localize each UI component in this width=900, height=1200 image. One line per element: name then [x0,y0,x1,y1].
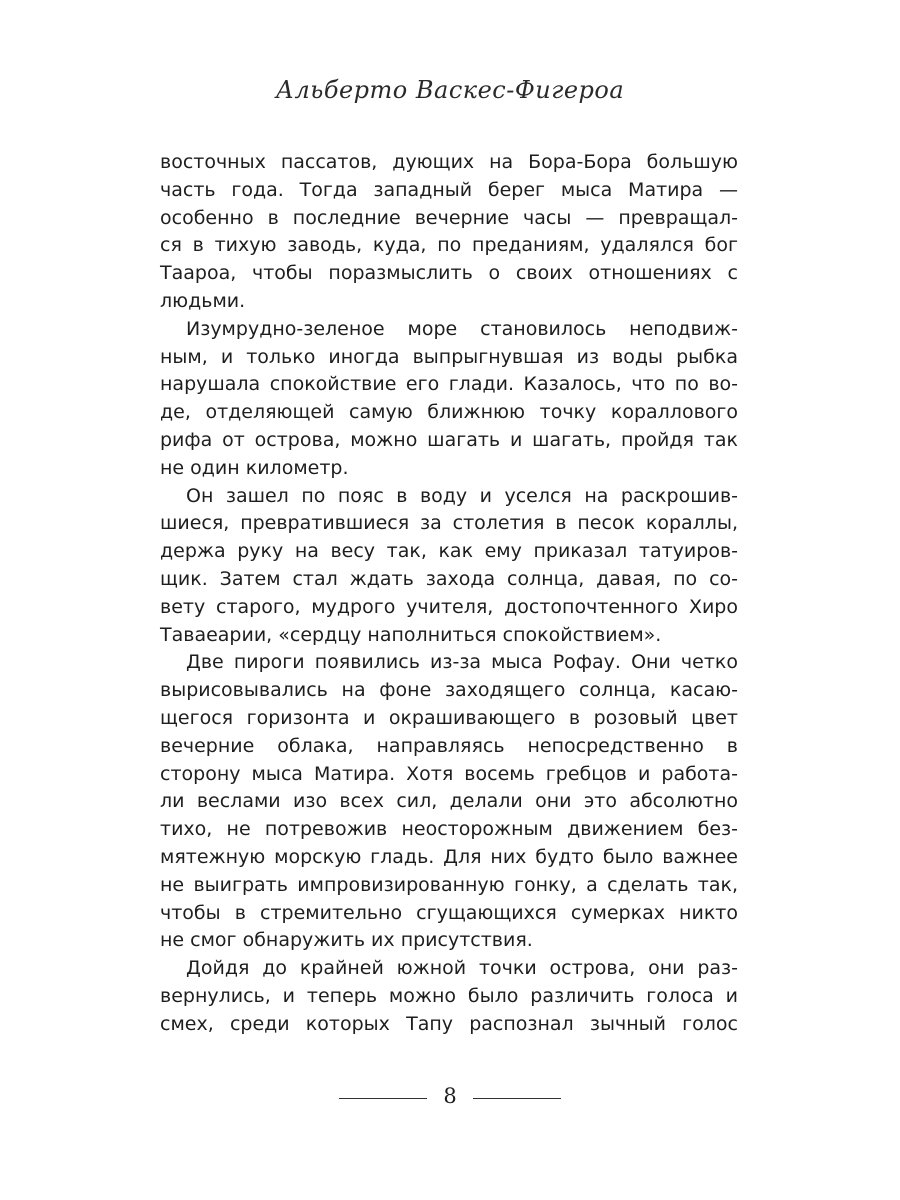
body-text [160,149,738,1039]
text-line: шиеся, превратившиеся за столетия в песок кораллы, [160,512,738,535]
text-line: не выиграть импровизированную гонку, а сделать так, [160,873,738,896]
text-line: Две пироги появились из-за мыса Рофау. Они четко [186,651,738,674]
text-line: нарушала спокойствие его глади. Казалось, что по во- [160,373,738,396]
text-line: Он зашел по пояс в воду и уселся на раскрошив- [186,484,738,507]
text-line: тихо, не потревожив неосторожным движением без- [160,818,738,841]
text-line: не смог обнаружить их присутствия. [160,929,533,952]
paragraph [160,316,738,483]
footer-rule-left [339,1098,427,1099]
text-line: вырисовывались на фоне заходящего солнца, касаю- [160,679,738,702]
text-line: чтобы в стремительно сгущающихся сумерках никто [160,901,738,924]
page-number: 8 [443,1084,457,1108]
text-line: Дойдя до крайней южной точки острова, они раз- [186,957,738,980]
text-line: восточных пассатов, дующих на Бора-Бора большую [160,151,738,173]
text-line: щегося горизонта и окрашивающего в розовый цвет [160,706,738,729]
paragraph [160,483,738,650]
text-line: вету старого, мудрого учителя, достопочтенного Хиро [160,595,738,618]
text-line: ся в тихую заводь, куда, по преданиям, удалялся бог [160,234,738,257]
text-line: Изумрудно-зеленое море становилось неподвиж- [186,317,738,340]
text-line: особенно в последние вечерние часы — превращал- [160,206,738,229]
text-line: рифа от острова, можно шагать и шагать, пройдя так [160,428,738,451]
footer-rule-right [473,1098,561,1099]
text-line: ли веслами изо всех сил, делали они это абсолютно [160,790,738,813]
page-footer [0,1086,900,1110]
paragraph [160,149,738,316]
paragraph [160,649,738,955]
text-line: Таваеарии, «сердцу наполниться спокойствием». [160,623,662,646]
text-line: смех, среди которых Тапу распознал зычный голос [160,1012,738,1035]
text-line: мятежную морскую гладь. Для них будто было важнее [160,845,738,868]
text-line: вечерние облака, направляясь непосредственно в [160,734,738,757]
text-line: щик. Затем стал ждать захода солнца, давая, по со- [160,567,738,590]
text-line: не один километр. [160,456,349,479]
running-header: Альберто Васкес-Фигероа [275,76,625,104]
paragraph [160,955,738,1038]
text-line: де, отделяющей самую ближнюю точку кораллового [160,401,738,424]
text-line: Таароа, чтобы поразмыслить о своих отношениях с [160,262,738,285]
text-line: часть года. Тогда западный берег мыса Матира — [160,178,738,201]
text-line: ным, и только иногда выпрыгнувшая из воды рыбка [160,345,738,368]
text-line: сторону мыса Матира. Хотя восемь гребцов и работа- [160,762,738,785]
text-line: держа руку на весу так, как ему приказал татуиров- [160,540,738,563]
text-line: вернулись, и теперь можно было различить голоса и [160,984,738,1007]
text-line: людьми. [160,289,246,312]
